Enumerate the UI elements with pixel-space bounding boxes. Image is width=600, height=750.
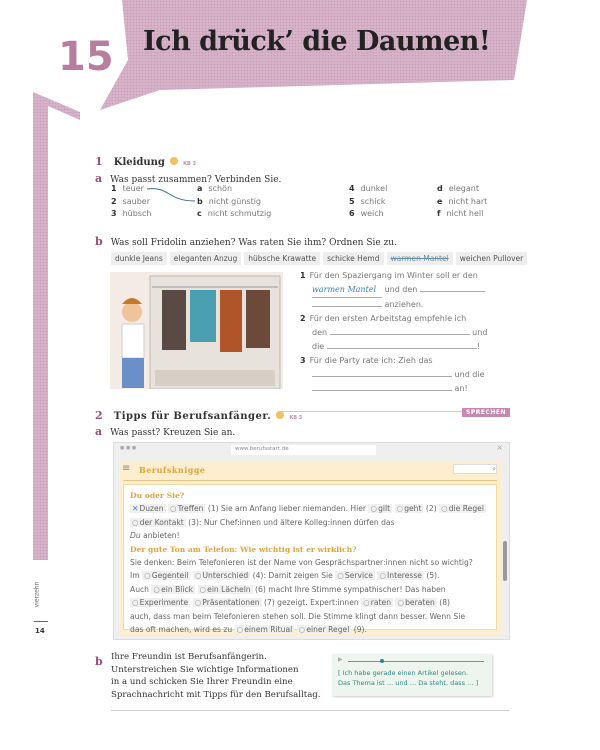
match-item[interactable] <box>349 209 384 218</box>
item-word: schön <box>208 184 233 193</box>
text: (5). <box>426 571 440 581</box>
answer-field[interactable] <box>330 327 470 335</box>
sentence-text: und <box>472 328 488 337</box>
word-bank <box>111 246 530 265</box>
connecting-line <box>145 184 203 204</box>
audio-icon <box>170 157 178 165</box>
text: das oft machen, wird es zu <box>130 625 233 635</box>
sidebar-page-word <box>30 575 50 615</box>
sentence-number: 1 <box>300 271 306 280</box>
item-label: 3 <box>111 209 117 218</box>
sentence-text: und die <box>454 370 485 379</box>
text: (6) macht Ihre Stimme sympathischer! Das haben <box>255 584 446 594</box>
sentence-text: Für den ersten Arbeitstag empfehle ich <box>309 314 467 323</box>
audio-text: [ Ich habe gerade einen Artikel gelesen. <box>338 669 469 677</box>
sentence-text: Für die Party rate ich: Zieh das <box>309 356 433 365</box>
text: Du <box>130 531 141 541</box>
text: Sie denken: Beim Telefonieren ist der Name von Gesprächspartner:innen nicht so wichtig? <box>130 558 473 568</box>
task-instruction: Was passt zusammen? Verbinden Sie. <box>110 175 282 185</box>
sentence-text: Für den Spaziergang im Winter soll er den <box>309 271 478 280</box>
item-word: sauber <box>122 196 151 206</box>
divider <box>34 621 48 622</box>
match-item[interactable] <box>349 184 387 193</box>
item-word: nicht hell <box>446 209 484 218</box>
scrollbar[interactable] <box>503 541 507 581</box>
option[interactable]: ○ geht <box>395 504 424 513</box>
task-letter: a <box>95 172 103 185</box>
option[interactable]: ○ Service <box>335 571 375 580</box>
site-frame <box>119 461 501 635</box>
text: (1) Sie am Anfang lieber niemanden. Hier <box>207 504 367 514</box>
word-chip[interactable]: hübsche Krawatte <box>244 252 320 265</box>
exercise-number: 2 <box>95 409 103 422</box>
audio-text: Das Thema ist … und … Da steht, dass … ] <box>338 679 479 687</box>
sentence-text: an! <box>454 384 468 393</box>
section-heading: Der gute Ton am Telefon: Wie wichtig ist er wirklich? <box>130 544 357 554</box>
item-label: 2 <box>111 196 117 206</box>
match-item[interactable] <box>197 184 232 193</box>
instruction-line: Sprachnachricht mit Tipps für den Berufsalltag. <box>111 689 321 700</box>
url-bar[interactable]: www.berufsstart.de <box>231 445 376 455</box>
article <box>123 484 497 635</box>
task-instruction: Was passt? Kreuzen Sie an. <box>110 428 236 438</box>
item-label: 5 <box>349 196 355 206</box>
option[interactable]: ○ ein Lächeln <box>198 585 253 594</box>
text: (8) <box>439 598 451 608</box>
text: Im <box>130 571 140 581</box>
text: (3): Nur Chef:innen und ältere Kolleg:innen dürfen das <box>188 517 395 527</box>
task-letter: b <box>95 235 103 248</box>
text: (2) <box>425 504 437 514</box>
instruction-line: in a und schicken Sie Ihrer Freundin eine <box>111 677 293 687</box>
section-heading: Du oder Sie? <box>130 491 185 500</box>
match-item[interactable] <box>197 209 271 218</box>
option[interactable]: ○ Interesse <box>377 571 424 580</box>
search-input[interactable]: ⌕ <box>453 464 497 474</box>
sentence-text: und den <box>384 285 418 294</box>
instruction-line: Unterstreichen Sie wichtige Informationen <box>111 664 299 675</box>
page-title: Ich drück’ die Daumen! <box>143 26 491 57</box>
match-item[interactable] <box>437 197 487 206</box>
word-chip[interactable]: eleganten Anzug <box>170 252 241 265</box>
voice-message <box>332 654 492 696</box>
answer-field[interactable] <box>420 284 485 292</box>
match-item[interactable] <box>111 184 144 193</box>
answer-field[interactable] <box>327 341 477 349</box>
window-controls[interactable]: ● ● ● <box>120 445 137 451</box>
audio-track[interactable] <box>348 661 484 662</box>
item-word: hübsch <box>122 209 152 218</box>
word-chip-used[interactable]: warmen Mantel <box>387 252 453 265</box>
item-word: teuer <box>122 184 144 193</box>
item-label: 4 <box>349 184 355 193</box>
item-word: nicht hart <box>448 196 488 206</box>
match-item[interactable] <box>437 184 479 193</box>
chapter-number: 15 <box>58 34 114 80</box>
sentence-number: 2 <box>300 314 306 323</box>
match-item[interactable] <box>349 197 385 206</box>
item-word: dunkel <box>360 184 388 193</box>
sentence-text: ! <box>476 342 480 351</box>
play-icon[interactable]: ▶ <box>338 656 343 663</box>
text: (7) gezeigt. Expert:innen <box>264 598 359 608</box>
divider <box>123 480 497 481</box>
option[interactable]: ○ Unterschied <box>193 571 250 580</box>
kb-ref: KB 3 <box>289 415 303 421</box>
page-number: 14 <box>35 627 45 635</box>
item-label: f <box>437 209 441 218</box>
match-item[interactable] <box>437 209 483 218</box>
speaking-badge: SPRECHEN <box>462 408 510 417</box>
option[interactable]: ○ gilt <box>368 504 392 513</box>
item-label: c <box>197 209 202 218</box>
option[interactable]: ○ der Kontakt <box>130 518 186 527</box>
exercise-title: Tipps für Berufsanfänger. <box>113 411 272 422</box>
sentence-text: die <box>312 342 325 351</box>
word-chip[interactable]: dunkle Jeans <box>111 252 167 265</box>
text: Auch <box>130 584 149 594</box>
page-word: vierzehn <box>33 581 41 608</box>
answer-field[interactable]: warmen Mantel <box>312 283 382 298</box>
text: auch, dass man beim Telefonieren stehen soll. Die Stimme klingt dann besser. Wenn Sie <box>130 611 465 621</box>
task-instruction: Was soll Fridolin anziehen? Was raten Sie ihm? Ordnen Sie zu. <box>110 238 397 248</box>
option[interactable]: ○ einer Regel <box>297 625 352 634</box>
item-word: nicht schmutzig <box>207 209 272 218</box>
answer-field[interactable] <box>312 299 382 307</box>
option-checked[interactable]: ✕ Duzen <box>130 504 166 513</box>
word-chip[interactable]: schicke Hemd <box>323 252 383 265</box>
option[interactable]: ○ ein Blick <box>151 585 195 594</box>
text: (4): Damit zeigen Sie <box>252 571 333 581</box>
answer-field[interactable] <box>312 369 452 377</box>
option[interactable]: ○ einem Ritual <box>235 625 295 634</box>
item-label: b <box>197 196 203 206</box>
word-chip[interactable]: weichen Pullover <box>456 252 528 265</box>
item-word: weich <box>360 209 384 218</box>
sentence-text: anziehen. <box>384 300 424 309</box>
menu-icon[interactable]: ≡ <box>122 463 131 474</box>
sentence-list <box>300 269 510 396</box>
item-label: d <box>437 184 443 193</box>
match-item[interactable] <box>111 209 151 218</box>
option[interactable]: ○ Treffen <box>168 504 206 513</box>
text: (9). <box>353 625 367 635</box>
task-letter: a <box>95 425 103 438</box>
option[interactable]: ○ Gegenteil <box>142 571 190 580</box>
close-icon[interactable]: × <box>496 443 503 452</box>
answer-field[interactable] <box>312 383 452 391</box>
site-title: Berufsknigge <box>139 465 206 475</box>
sentence-text: den <box>312 328 328 337</box>
match-item[interactable] <box>197 197 261 206</box>
option[interactable]: ○ Experimente <box>130 598 190 607</box>
kb-ref: KB 3 <box>183 161 197 167</box>
option[interactable]: ○ raten <box>361 598 393 607</box>
instruction-line: Ihre Freundin ist Berufsanfängerin. <box>111 652 267 662</box>
option[interactable]: ○ beraten <box>395 598 436 607</box>
text: anbieten! <box>143 531 180 541</box>
item-word: elegant <box>448 184 479 193</box>
match-item[interactable] <box>111 197 150 206</box>
exercise-title: Kleidung <box>113 157 165 168</box>
divider <box>280 411 465 412</box>
sentence-number: 3 <box>300 356 306 365</box>
divider <box>111 710 509 711</box>
item-label: 6 <box>349 209 355 218</box>
browser-window <box>113 442 510 640</box>
exercise-number: 1 <box>95 155 103 168</box>
item-word: schick <box>360 196 386 206</box>
option[interactable]: ○ Präsentationen <box>193 598 262 607</box>
audio-progress-knob[interactable] <box>380 659 384 663</box>
item-word: nicht günstig <box>208 196 261 206</box>
task-letter: b <box>95 655 103 668</box>
wardrobe-illustration <box>110 272 283 389</box>
task-instruction <box>111 651 321 701</box>
item-label: a <box>197 184 203 193</box>
item-label: e <box>437 196 443 206</box>
item-label: 1 <box>111 184 117 193</box>
option[interactable]: ○ die Regel <box>439 504 486 513</box>
